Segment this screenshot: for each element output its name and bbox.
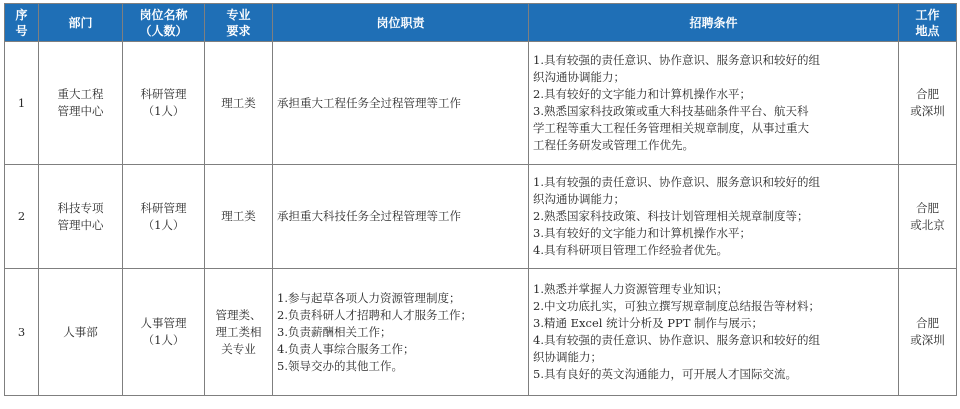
cell-requirements: 1.具有较强的责任意识、协作意识、服务意识和较好的组 织沟通协调能力； 2.熟悉国家科技政策、科技计划管理相关规章制度等； 3.具有较好的文字能力和计算机操作水平； 4.具有科研项目管理工作经验者优先。 bbox=[529, 165, 899, 269]
cell-location: 合肥 或深圳 bbox=[899, 42, 957, 165]
cell-location: 合肥 或北京 bbox=[899, 165, 957, 269]
cell-dept: 人事部 bbox=[39, 269, 123, 396]
header-major: 专业 要求 bbox=[205, 4, 273, 42]
cell-duties: 承担重大科技任务全过程管理等工作 bbox=[273, 165, 529, 269]
header-requirements: 招聘条件 bbox=[529, 4, 899, 42]
recruitment-table bbox=[4, 3, 957, 396]
cell-position: 科研管理 （1人） bbox=[123, 42, 205, 165]
cell-dept: 科技专项 管理中心 bbox=[39, 165, 123, 269]
cell-dept: 重大工程 管理中心 bbox=[39, 42, 123, 165]
cell-duties: 1.参与起草各项人力资源管理制度； 2.负责科研人才招聘和人才服务工作； 3.负责薪酬相关工作； 4.负责人事综合服务工作； 5.领导交办的其他工作。 bbox=[273, 269, 529, 396]
cell-requirements: 1.熟悉并掌握人力资源管理专业知识； 2.中文功底扎实，可独立撰写规章制度总结报告等材料； 3.精通 Excel 统计分析及 PPT 制作与展示； 4.具有较强的责任意识、协作意识、服务意识和较好的组 织协调能力； 5.具有良好的英文沟通能力，可开展人才国际交流。 bbox=[529, 269, 899, 396]
header-position: 岗位名称 （人数） bbox=[123, 4, 205, 42]
cell-seq: 3 bbox=[5, 269, 39, 396]
cell-position: 科研管理 （1人） bbox=[123, 165, 205, 269]
cell-duties: 承担重大工程任务全过程管理等工作 bbox=[273, 42, 529, 165]
table-row bbox=[5, 42, 957, 165]
cell-seq: 2 bbox=[5, 165, 39, 269]
cell-position: 人事管理 （1人） bbox=[123, 269, 205, 396]
cell-requirements: 1.具有较强的责任意识、协作意识、服务意识和较好的组 织沟通协调能力； 2.具有较好的文字能力和计算机操作水平； 3.熟悉国家科技政策或重大科技基础条件平台、航天科 学工程等重大工程任务管理相关规章制度，从事过重大 工程任务研发或管理工作优先。 bbox=[529, 42, 899, 165]
header-dept: 部门 bbox=[39, 4, 123, 42]
header-location: 工作 地点 bbox=[899, 4, 957, 42]
header-row bbox=[5, 4, 957, 42]
cell-major: 理工类 bbox=[205, 42, 273, 165]
cell-seq: 1 bbox=[5, 42, 39, 165]
table-row bbox=[5, 165, 957, 269]
table-row bbox=[5, 269, 957, 396]
cell-major: 管理类、 理工类相 关专业 bbox=[205, 269, 273, 396]
cell-location: 合肥 或深圳 bbox=[899, 269, 957, 396]
header-duties: 岗位职责 bbox=[273, 4, 529, 42]
header-seq: 序 号 bbox=[5, 4, 39, 42]
cell-major: 理工类 bbox=[205, 165, 273, 269]
